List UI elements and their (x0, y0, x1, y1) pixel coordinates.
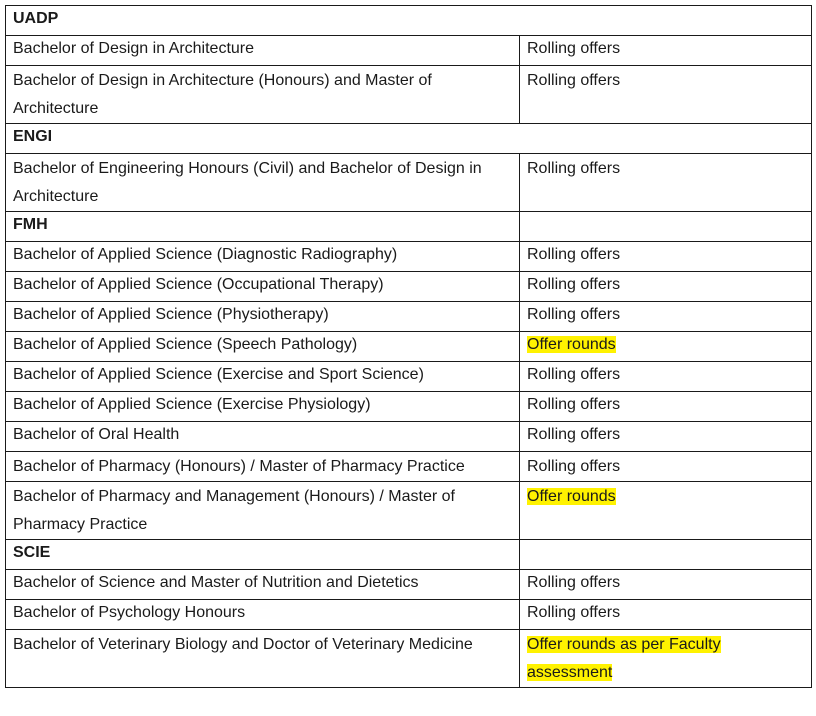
section-header-row (6, 540, 812, 570)
empty-cell (520, 540, 812, 570)
offer-status: Rolling offers (527, 396, 621, 413)
course-name-cell: Bachelor of Oral Health (6, 422, 520, 452)
offer-status: Rolling offers (527, 604, 621, 621)
offer-status-cell (520, 482, 812, 540)
course-name-cell: Bachelor of Veterinary Biology and Doctor of Veterinary Medicine (6, 630, 520, 688)
offer-status: Rolling offers (527, 276, 621, 293)
course-name-cell: Bachelor of Design in Architecture (6, 36, 520, 66)
offer-status: Rolling offers (527, 160, 621, 177)
offer-status-cell (520, 272, 812, 302)
section-heading: FMH (6, 212, 520, 242)
table-row (6, 482, 812, 540)
course-name-cell: Bachelor of Psychology Honours (6, 600, 520, 630)
offer-status-cell (520, 154, 812, 212)
course-name-cell: Bachelor of Science and Master of Nutrition and Dietetics (6, 570, 520, 600)
offer-status-highlighted: Offer rounds (527, 488, 616, 505)
course-name-cell: Bachelor of Applied Science (Speech Pathology) (6, 332, 520, 362)
table-row (6, 66, 812, 124)
section-heading: SCIE (6, 540, 520, 570)
offers-table-body (6, 6, 812, 688)
course-name-cell: Bachelor of Pharmacy (Honours) / Master of Pharmacy Practice (6, 452, 520, 482)
offer-status-cell (520, 630, 812, 688)
offer-status-cell (520, 570, 812, 600)
section-header-row (6, 212, 812, 242)
course-name-cell: Bachelor of Applied Science (Diagnostic Radiography) (6, 242, 520, 272)
table-row (6, 272, 812, 302)
course-name-cell: Bachelor of Engineering Honours (Civil) and Bachelor of Design in Architecture (6, 154, 520, 212)
section-header-row (6, 124, 812, 154)
offer-status: Rolling offers (527, 458, 621, 475)
offer-status: Rolling offers (527, 574, 621, 591)
offer-status-cell (520, 452, 812, 482)
table-row (6, 302, 812, 332)
offer-status: Rolling offers (527, 40, 621, 57)
course-name-cell: Bachelor of Applied Science (Physiotherapy) (6, 302, 520, 332)
table-row (6, 154, 812, 212)
course-name-cell: Bachelor of Design in Architecture (Honours) and Master of Architecture (6, 66, 520, 124)
offer-status: Rolling offers (527, 366, 621, 383)
offer-status-cell (520, 362, 812, 392)
table-row (6, 36, 812, 66)
offer-status: Rolling offers (527, 246, 621, 263)
table-row (6, 422, 812, 452)
offer-status-highlighted: Offer rounds (527, 336, 616, 353)
offer-status-cell (520, 242, 812, 272)
course-name-cell: Bachelor of Pharmacy and Management (Honours) / Master of Pharmacy Practice (6, 482, 520, 540)
table-row (6, 600, 812, 630)
empty-cell (520, 212, 812, 242)
offer-status: Rolling offers (527, 72, 621, 89)
offers-table (5, 5, 812, 688)
offer-status-cell (520, 66, 812, 124)
offer-status-cell (520, 392, 812, 422)
table-row (6, 570, 812, 600)
course-name-cell: Bachelor of Applied Science (Exercise Physiology) (6, 392, 520, 422)
table-row (6, 630, 812, 688)
table-row (6, 362, 812, 392)
offer-status-cell (520, 600, 812, 630)
table-row (6, 332, 812, 362)
section-heading: ENGI (6, 124, 812, 154)
section-header-row (6, 6, 812, 36)
offer-status-cell (520, 332, 812, 362)
course-name-cell: Bachelor of Applied Science (Occupational Therapy) (6, 272, 520, 302)
table-row (6, 392, 812, 422)
offer-status-cell (520, 36, 812, 66)
offer-status: Rolling offers (527, 306, 621, 323)
offer-status: Rolling offers (527, 426, 621, 443)
offer-status-highlighted: Offer rounds as per Faculty assessment (527, 636, 721, 681)
table-row (6, 242, 812, 272)
table-row (6, 452, 812, 482)
offer-status-cell (520, 422, 812, 452)
offer-status-cell (520, 302, 812, 332)
section-heading: UADP (6, 6, 812, 36)
course-name-cell: Bachelor of Applied Science (Exercise and Sport Science) (6, 362, 520, 392)
